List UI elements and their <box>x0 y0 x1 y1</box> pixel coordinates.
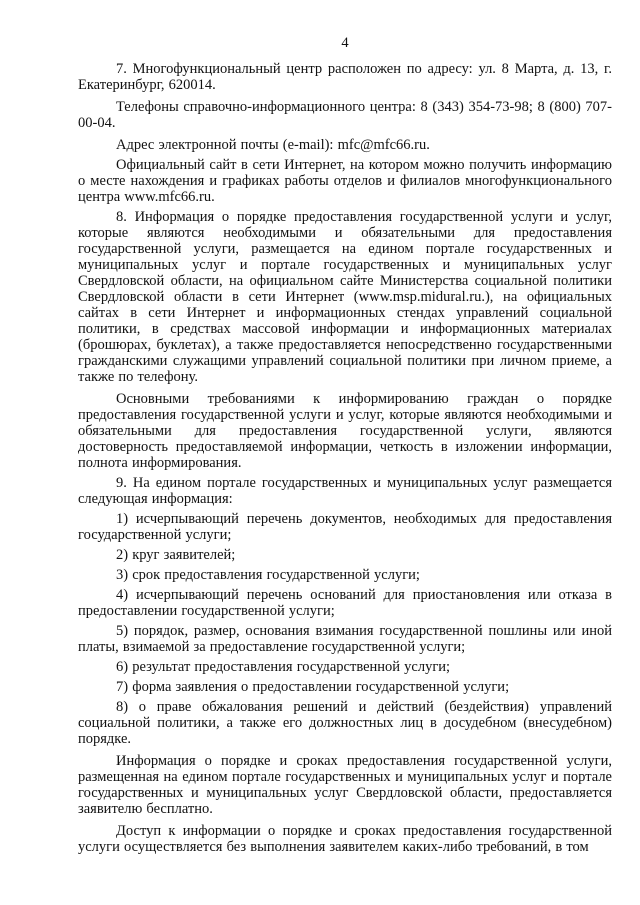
paragraph-access: Доступ к информации о порядке и сроках предоставления государственной услуги осуществляется без выполнения заявителем каких-либо требований, в том <box>78 823 612 855</box>
list-item-4: 4) исчерпывающий перечень оснований для приостановления или отказа в предоставлении государственной услуги; <box>78 587 612 619</box>
list-item-6: 6) результат предоставления государственной услуги; <box>116 659 451 675</box>
paragraph-9-portal: 9. На едином портале государственных и муниципальных услуг размещается следующая информация: <box>78 475 612 507</box>
paragraph-website: Официальный сайт в сети Интернет, на котором можно получить информацию о месте нахождения и графиках работы отделов и филиалов многофункционального центра www.mfc66.ru. <box>78 157 612 205</box>
paragraph-free-info: Информация о порядке и сроках предоставления государственной услуги, размещенная на едином портале государственных и муниципальных услуг и портале государственных и муниципальных услуг Свердловской области, предоставляется заявителю бесплатно. <box>78 753 612 817</box>
paragraph-requirements: Основными требованиями к информированию граждан о порядке предоставления государственной услуги и услуг, которые являются необходимыми и обязательными для предоставления государственной услуги, являются достоверность предоставляемой информации, четкость в изложении информации, полнота информирования. <box>78 391 612 471</box>
paragraph-phones: Телефоны справочно-информационного центра: 8 (343) 354-73-98; 8 (800) 707-00-04. <box>78 99 612 131</box>
page-number: 4 <box>341 35 349 51</box>
list-item-8: 8) о праве обжалования решений и действий (бездействия) управлений социальной политики, а также его должностных лиц в досудебном (внесудебном) порядке. <box>78 699 612 747</box>
list-item-5: 5) порядок, размер, основания взимания государственной пошлины или иной платы, взимаемой за предоставление государственной услуги; <box>78 623 612 655</box>
list-item-7: 7) форма заявления о предоставлении государственной услуги; <box>116 679 510 695</box>
list-item-2: 2) круг заявителей; <box>116 547 236 563</box>
paragraph-8-info-placement: 8. Информация о порядке предоставления государственной услуги и услуг, которые являются необходимыми и обязательными для предоставления государственной услуги, размещается на едином портале государственных и муниципальных услуг и портале государственных и муниципальных услуг Свердловской области, на официальном сайте Министерства социальной политики Свердловской области в сети Интернет (www.msp.midural.ru.), на официальных сайтах в сети Интернет и информационных стендах управлений социальной политики, в средствах массовой информации и информационных материалах (брошюрах, буклетах), а также предоставляется непосредственно государственными гражданскими служащими управлений социальной политики при личном приеме, а также по телефону. <box>78 209 612 385</box>
list-item-3: 3) срок предоставления государственной услуги; <box>116 567 420 583</box>
paragraph-mfc-address: 7. Многофункциональный центр расположен по адресу: ул. 8 Марта, д. 13, г. Екатеринбург, 620014. <box>78 61 612 93</box>
paragraph-email: Адрес электронной почты (e-mail): mfc@mfc66.ru. <box>116 137 430 153</box>
list-item-1: 1) исчерпывающий перечень документов, необходимых для предоставления государственной услуги; <box>78 511 612 543</box>
